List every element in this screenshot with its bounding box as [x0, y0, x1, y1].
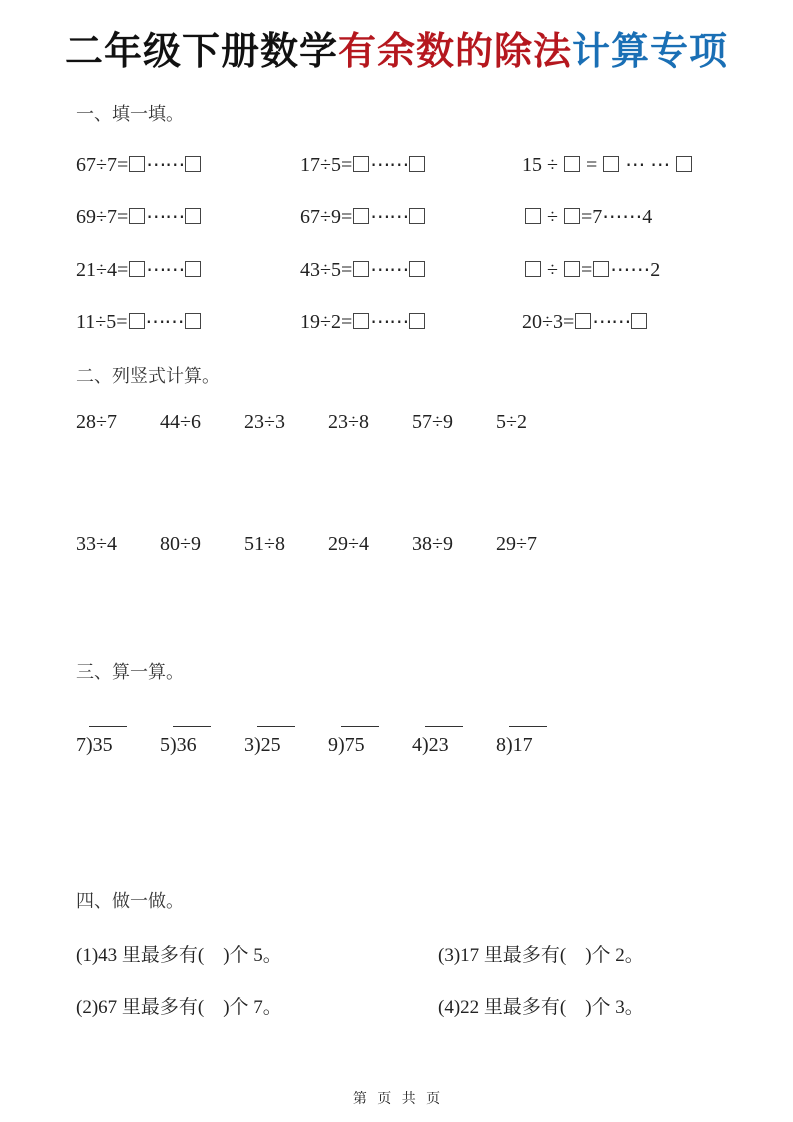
answer-box[interactable] [593, 261, 609, 277]
vertical-problem: 5÷2 [496, 411, 527, 433]
vertical-problem: 33÷4 [76, 533, 117, 555]
vertical-problem: 28÷7 [76, 411, 117, 433]
fill-equation [522, 309, 648, 334]
long-division-problem [328, 734, 379, 757]
answer-box[interactable] [603, 156, 619, 172]
dividend: 17 [513, 734, 547, 757]
ellipsis: ⋯⋯ [146, 259, 185, 281]
equation-text: 67÷9= [300, 206, 353, 228]
equation-text: 67÷7= [76, 154, 129, 176]
equation-text: 43÷5= [300, 259, 353, 281]
remainder-box[interactable] [409, 208, 425, 224]
vertical-problem: 44÷6 [160, 411, 201, 433]
remainder-box[interactable] [409, 261, 425, 277]
question-item[interactable]: (1)43 里最多有( )个 5。 [76, 945, 282, 966]
title-type: 计算专项 [572, 29, 729, 73]
ellipsis: ⋯⋯ [370, 311, 409, 333]
answer-box[interactable] [575, 313, 591, 329]
long-division-problem [412, 734, 463, 757]
ellipsis: ⋯⋯ [370, 206, 409, 228]
fill-equation [300, 204, 426, 229]
fill-equation [76, 257, 202, 282]
answer-box[interactable] [129, 313, 145, 329]
question-item[interactable]: (3)17 里最多有( )个 2。 [438, 945, 644, 966]
vertical-problem: 23÷8 [328, 411, 369, 433]
divisor-box[interactable] [564, 208, 580, 224]
long-division-problem [160, 734, 211, 757]
equals-sign: = [580, 154, 603, 176]
section3-heading: 三、算一算。 [76, 662, 184, 683]
ellipsis: ⋯⋯ [592, 311, 631, 333]
long-division-problem [496, 734, 547, 757]
title-grade: 二年级下册数学 [64, 29, 338, 73]
divisor: 3) [244, 734, 261, 756]
dividend: 75 [345, 734, 379, 757]
ellipsis: ⋯⋯ [370, 259, 409, 281]
remainder-box[interactable] [409, 156, 425, 172]
ellipsis: ⋯⋯ [145, 311, 184, 333]
equation-tail: =7⋯⋯4 [580, 206, 653, 228]
divisor: 9) [328, 734, 345, 756]
equation-text: 20÷3= [522, 311, 575, 333]
fill-equation [524, 204, 652, 229]
ellipsis: ⋯ ⋯ [620, 154, 676, 176]
divisor: 5) [160, 734, 177, 756]
section1-heading: 一、填一填。 [76, 104, 184, 125]
title-topic: 有余数的除法 [337, 29, 572, 73]
fill-equation [300, 152, 426, 177]
fill-equation [300, 257, 426, 282]
answer-box[interactable] [129, 156, 145, 172]
page-title [0, 26, 793, 76]
remainder-box[interactable] [409, 313, 425, 329]
long-division-problem [76, 734, 127, 757]
fill-equation [522, 152, 693, 177]
ellipsis: ⋯⋯ [146, 154, 185, 176]
equation-text: 69÷7= [76, 206, 129, 228]
answer-box[interactable] [353, 261, 369, 277]
section2-heading: 二、列竖式计算。 [76, 366, 220, 387]
vertical-problem: 80÷9 [160, 533, 201, 555]
vertical-problem: 23÷3 [244, 411, 285, 433]
divisor: 8) [496, 734, 513, 756]
dividend: 25 [261, 734, 295, 757]
equation-text: 15 ÷ [522, 154, 563, 176]
remainder-box[interactable] [185, 261, 201, 277]
divide-sign: ÷ [542, 259, 563, 281]
answer-box[interactable] [353, 313, 369, 329]
remainder-box[interactable] [185, 208, 201, 224]
divisor-box[interactable] [564, 261, 580, 277]
remainder-box[interactable] [185, 156, 201, 172]
dividend: 23 [429, 734, 463, 757]
fill-equation [76, 152, 202, 177]
equation-text: 19÷2= [300, 311, 353, 333]
divisor: 4) [412, 734, 429, 756]
answer-box[interactable] [129, 208, 145, 224]
equation-text: 11÷5= [76, 311, 128, 333]
vertical-problem: 57÷9 [412, 411, 453, 433]
dividend: 36 [177, 734, 211, 757]
answer-box[interactable] [353, 208, 369, 224]
long-division-problem [244, 734, 295, 757]
remainder-box[interactable] [631, 313, 647, 329]
ellipsis: ⋯⋯ [146, 206, 185, 228]
divisor-box[interactable] [564, 156, 580, 172]
dividend: 35 [93, 734, 127, 757]
dividend-box[interactable] [525, 261, 541, 277]
vertical-problem: 29÷7 [496, 533, 537, 555]
answer-box[interactable] [353, 156, 369, 172]
dividend-box[interactable] [525, 208, 541, 224]
section4-heading: 四、做一做。 [76, 891, 184, 912]
fill-equation [76, 309, 202, 334]
question-item[interactable]: (2)67 里最多有( )个 7。 [76, 997, 282, 1018]
divide-sign: ÷ [542, 206, 563, 228]
vertical-problem: 29÷4 [328, 533, 369, 555]
answer-box[interactable] [129, 261, 145, 277]
remainder-box[interactable] [676, 156, 692, 172]
equation-text: 17÷5= [300, 154, 353, 176]
vertical-problem: 38÷9 [412, 533, 453, 555]
fill-equation [300, 309, 426, 334]
equation-tail: ⋯⋯2 [610, 259, 661, 281]
fill-equation [524, 257, 660, 282]
remainder-box[interactable] [185, 313, 201, 329]
page-footer: 第 页 共 页 [352, 1091, 441, 1107]
divisor: 7) [76, 734, 93, 756]
equation-text: 21÷4= [76, 259, 129, 281]
ellipsis: ⋯⋯ [370, 154, 409, 176]
vertical-problem: 51÷8 [244, 533, 285, 555]
question-item[interactable]: (4)22 里最多有( )个 3。 [438, 997, 644, 1018]
equals-sign: = [580, 259, 593, 281]
fill-equation [76, 204, 202, 229]
